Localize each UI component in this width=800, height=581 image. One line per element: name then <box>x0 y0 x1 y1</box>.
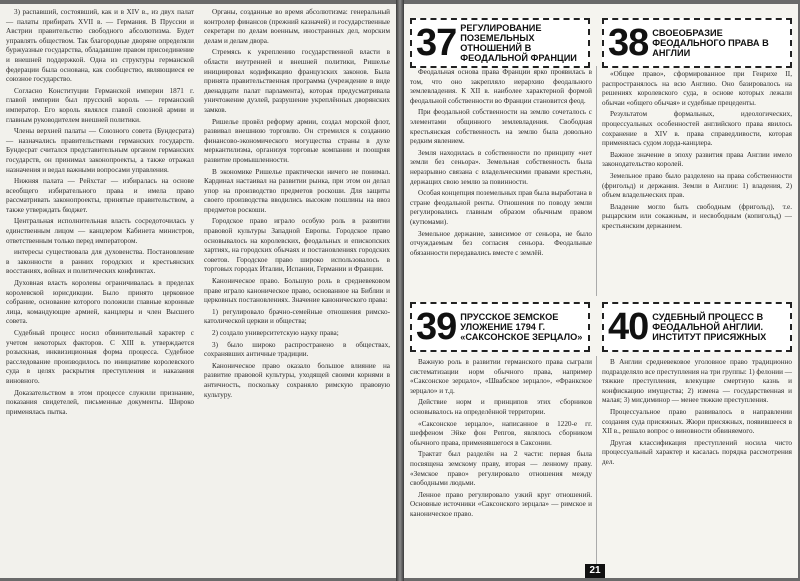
section-39-text <box>410 358 592 522</box>
book-gutter <box>396 0 404 581</box>
paragraph: Процессуальное право развивалось в направлении создания суда присяжных. Жюри присяжных, появившееся в XII в., решало вопрос о виновности обвиняемого. <box>602 407 792 436</box>
paragraph: Каноническое право оказало большое влияние на развитие правовой культуры, уходящей своими корнями в античность, поскольку сохраняло римскую правовую культуру. <box>204 361 390 399</box>
paragraph: Земля находилась в собственности по принципу «нет земли без сеньора». Земельная собственность была неразрывно связана с владельческими правами крестьян, держащих свою землю за повинности. <box>410 148 592 186</box>
paragraph: Важное значение в эпоху развития права Англии имело законодательство королей. <box>602 150 792 169</box>
section-header-40 <box>602 302 792 352</box>
paragraph: 3) распавший, состоявший, как и в XIV в., из двух палат — палаты прибирать XVII в. — Германия. В Пруссии и Австрии правительство свободного абсолютизма. Будет управлять обществом. Так благородные дворяне определяли буржуазные государства, обладавшие правом присоединение и внешней поддержкой. Одна из структуры германской федерации была основана, как сообщество, являющиеся ее союзное государство. <box>6 8 194 84</box>
paragraph: Действие норм и принципов этих сборников основывалось на определённой территории. <box>410 398 592 416</box>
section-number: 37 <box>416 22 457 64</box>
paragraph: Доказательством в этом процессе служили признание, показания свидетелей, письменные документы. Широко применялась пытка. <box>6 388 194 416</box>
paragraph: Органы, созданные во время абсолютизма: генеральный контролер финансов (прежний казначей) и государственные секретари по делам военным, иностранных дел, морским делам и делам двора. <box>204 8 390 45</box>
left-column-2 <box>204 8 390 402</box>
section-header-38 <box>602 18 792 68</box>
section-number: 38 <box>608 22 649 64</box>
section-38-text <box>602 70 792 234</box>
paragraph: интересы существовала для духовенства. Постановление в законности в ранних городских и крестьянских восстаниях, войнах и политических конфликтах. <box>6 248 194 276</box>
section-header-39 <box>410 302 590 352</box>
column-divider <box>596 356 597 566</box>
section-37-text <box>410 68 592 260</box>
paragraph: Члены верхней палаты — Союзного совета (Бундесрата) — назначались правительствами германских государств. Бундесрат считался представительным органом германских государств, он принимал законопроекты, а также отражал назначения и ведал важными вопросами управления. <box>6 127 194 174</box>
section-number: 39 <box>416 306 457 348</box>
section-title: СУДЕБНЫЙ ПРОЦЕСС В ФЕОДАЛЬНОЙ АНГЛИИ. ИНСТИТУТ ПРИСЯЖНЫХ <box>652 311 767 343</box>
paragraph: Духовная власть королевы ограничивалась в пределах королевской юрисдикции. Было принято церковное собрание, основание которого положили главные коронные лица, командующие армией, канцлеры и член Высшего совета. <box>6 279 194 326</box>
paragraph: В Англии средневековое уголовное право традиционно подразделяло все преступления на три группы: 1) фелонии — тяжкие преступления, влекущие смертную казнь и конфискацию имущества; 2) измена — государственная и малая; 3) мисдиминор — менее тяжкие преступления. <box>602 358 792 405</box>
page-number: 21 <box>585 564 605 578</box>
paragraph: «Саксонское зерцало», написанное в 1220-е гг. шеффеном Эйке фон Репгов, являлось сборником обычного права, применявшегося в Саксонии. <box>410 419 592 447</box>
paragraph: Судебный процесс носил обвинительный характер с учетом некоторых факторов. С XIII в. утверждается розыскная, инквизиционная форма процесса. Судебное расследование производилось по инициативе королевского суда в целях раскрытия преступления и наказания виновного. <box>6 329 194 385</box>
paragraph: Центральная исполнительная власть сосредоточилась у единственным лицом — канцлером Кабинета министров, ответственным только перед императором. <box>6 217 194 245</box>
left-page <box>0 4 396 578</box>
section-title: РЕГУЛИРОВАНИЕ ПОЗЕМЕЛЬНЫХ ОТНОШЕНИЙ В ФЕОДАЛЬНОЙ ФРАНЦИИ <box>460 22 577 64</box>
section-title: ПРУССКОЕ ЗЕМСКОЕ УЛОЖЕНИЕ 1794 Г. «САКСОНСКОЕ ЗЕРЦАЛО» <box>460 311 583 343</box>
paragraph: «Общее право», сформированное при Генрихе II, распространялось на всю Англию. Оно базировалось на решениях королевского суда, в основе которых лежали обычаи «общего обычая» и судебные прецеденты. <box>602 70 792 107</box>
section-title: СВОЕОБРАЗИЕ ФЕОДАЛЬНОГО ПРАВА В АНГЛИИ <box>652 27 769 59</box>
paragraph: Нижняя палата — Рейхстаг — избиралась на основе всеобщего избирательного права и имела право рассматривать законопроекты, принятые правительством, а также утверждать бюджет. <box>6 177 194 214</box>
paragraph: Особая концепция поземельных прав была выработана в стране феодальной ренты. Отношения по поводу земли регулировались главным образом обычным правом (кутюмами). <box>410 189 592 226</box>
paragraph: Земельное держание, зависимое от сеньора, не было отчуждаемым без согласия сеньора. Феодальные обязанности передавались вместе с землёй. <box>410 229 592 257</box>
paragraph: Результатом формальных, идеологических, процессуальных особенностей английского права явилось сохранение в XIV в. права справедливости, которая применялась судом лорда-канцлера. <box>602 110 792 148</box>
section-number: 40 <box>608 306 649 348</box>
paragraph: 3) было широко распространено в обществах, сохранявших античные традиции. <box>204 340 390 359</box>
paragraph: При феодальной собственности на землю сочеталось с элементами общинного землевладения. Свободная крестьянская собственность на землю была довольно редким явлением. <box>410 108 592 146</box>
paragraph: В экономике Ришелье практически ничего не понимал. Кардинал настаивал на развитии рынка, при этом он делал упор на производство предметов роскоши. Для защиты своего производства вводились высокие пошлины на ввоз предметов роскоши. <box>204 167 390 214</box>
paragraph: Ришелье провёл реформу армии, создал морской флот, развивал внешнюю торговлю. Он стремился к созданию финансово-экономического могущества страны в духе меркантилизма, организуя торговые компании и поощряя развитие промышленности. <box>204 117 390 164</box>
paragraph: 2) создало университетскую науку права; <box>212 329 339 337</box>
paragraph: Феодальная основа права Франции ярко проявилась в том, что оно закрепляло иерархию феодального землевладения. К XII в. наиболее характерной формой феодальной собственности во Франции становится феод. <box>410 68 592 105</box>
paragraph: Владение могло быть свободным (фригольд), т.е. рыцарским или сокажным, и несвободным (копигольд) — крестьянским держанием. <box>602 202 792 230</box>
left-column-1 <box>6 8 194 419</box>
paragraph: 1) регулировало брачно-семейные отношения римско-католической церкви и общества; <box>204 307 390 326</box>
right-page <box>404 4 798 578</box>
paragraph: Каноническое право. Большую роль в средневековом праве играло каноническое право, основанное на Библии и церковных постановлениях. Значение канонического права: <box>204 277 390 305</box>
paragraph: Трактат был разделён на 2 части: первая была посвящена земскому праву, вторая — ленному праву. «Земское право» регулировало отношения между свободными людьми. <box>410 450 592 488</box>
paragraph: Городское право играло особую роль в развитии правовой культуры Западной Европы. Городское право основывалось на королевских, феодальных и епископских хартиях, на городских обычаях и постановлениях городских советов. Городское право широко использовалось в торговых городах Италии, Испании, Германии и Франции. <box>204 217 390 274</box>
section-40-text <box>602 358 792 470</box>
paragraph: Земельное право было разделено на права собственности (фригольд) и держания. Земли в Англии: 1) владения, 2) объем владельческих прав. <box>602 171 792 200</box>
paragraph: Другая классификация преступлений носила чисто процессуальный характер и касалась порядка рассмотрения дел. <box>602 438 792 466</box>
paragraph: Ленное право регулировало узкий круг отношений. Основные источники «Саксонского зерцала» — римское и каноническое право. <box>410 490 592 518</box>
paragraph: Согласно Конституции Германской империи 1871 г. главой империи был прусский король — германский император. Его король являлся главой союзной армии и главным руководителем внешней политики. <box>6 86 194 124</box>
paragraph: Стремясь к укреплению государственной власти в области внутренней и внешней политики, Ришелье инициировал кодификацию французских законов. Была принята правительственная программа (учреждение в виде двенадцати палат парламента), которая предусматривала уничтожение дуэлей, разрушение укреплённых дворянских замков. <box>204 48 390 114</box>
section-header-37 <box>410 18 590 68</box>
column-divider <box>596 66 597 296</box>
paragraph: Важную роль в развитии германского права сыграли систематизации норм обычного права, например «Саксонское зерцало», «Швабское зерцало», «Франкское зерцало» и т.д. <box>410 358 592 395</box>
